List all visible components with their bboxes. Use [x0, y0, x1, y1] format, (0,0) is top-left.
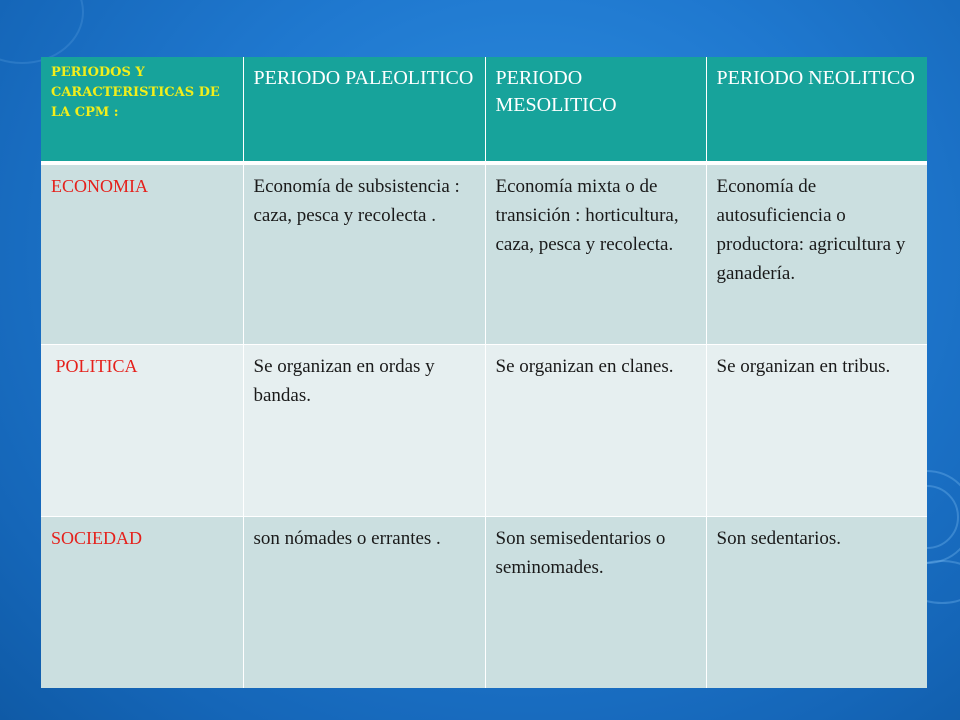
row-label-economia: ECONOMIA — [41, 163, 243, 345]
header-paleolitico: PERIODO PALEOLITICO — [243, 57, 485, 163]
cell-sociedad-mesolitico: Son semisedentarios o seminomades. — [485, 517, 706, 689]
corner-label: PERIODOS Y CARACTERISTICAS DE LA CPM : — [41, 57, 243, 163]
cell-sociedad-paleolitico: son nómades o errantes . — [243, 517, 485, 689]
table-header-row — [41, 57, 927, 163]
cell-politica-neolitico: Se organizan en tribus. — [706, 345, 927, 517]
cell-politica-mesolitico: Se organizan en clanes. — [485, 345, 706, 517]
table-row-economia — [41, 163, 927, 345]
table-row-politica — [41, 345, 927, 517]
row-label-politica: POLITICA — [41, 345, 243, 517]
background-swirl — [0, 0, 84, 64]
cell-economia-paleolitico: Economía de subsistencia : caza, pesca y recolecta . — [243, 163, 485, 345]
table-row-sociedad — [41, 517, 927, 689]
header-neolitico: PERIODO NEOLITICO — [706, 57, 927, 163]
row-label-sociedad: SOCIEDAD — [41, 517, 243, 689]
cell-politica-paleolitico: Se organizan en ordas y bandas. — [243, 345, 485, 517]
cell-sociedad-neolitico: Son sedentarios. — [706, 517, 927, 689]
header-mesolitico: PERIODO MESOLITICO — [485, 57, 706, 163]
periods-table — [41, 57, 927, 688]
cell-economia-neolitico: Economía de autosuficiencia o productora: agricultura y ganadería. — [706, 163, 927, 345]
cell-economia-mesolitico: Economía mixta o de transición : horticultura, caza, pesca y recolecta. — [485, 163, 706, 345]
